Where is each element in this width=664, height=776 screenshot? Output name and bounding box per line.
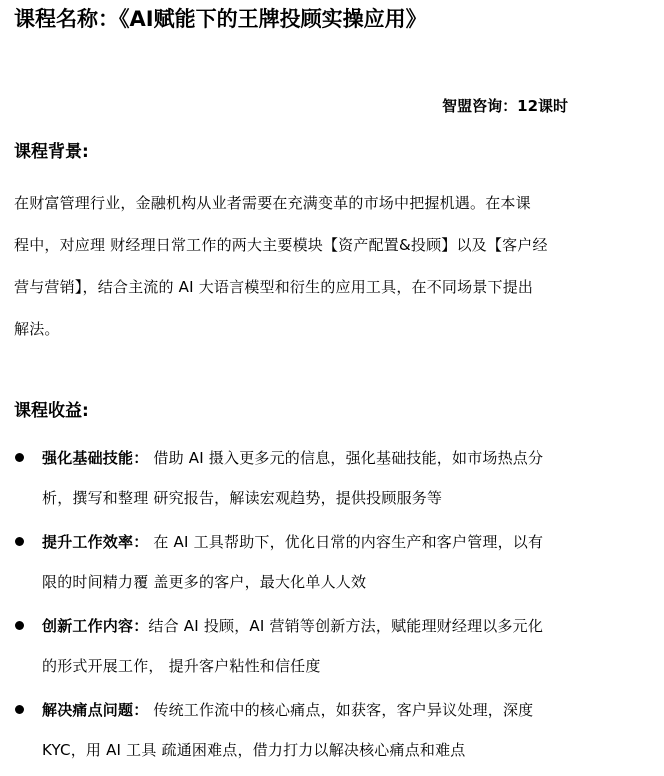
background-line: 营与营销】，结合主流的 AI 大语言模型和衍生的应用工具，在不同场景下提出: [14, 278, 534, 296]
benefits-heading: 课程收益:: [14, 401, 89, 421]
course-title: 课程名称：《AI赋能下的王牌投顾实操应用》: [14, 7, 427, 31]
benefit-line: 析，撰写和整理 研究报告，解读宏观趋势，提供投顾服务等: [42, 489, 443, 507]
background-line: 在财富管理行业，金融机构从业者需要在充满变革的市场中把握机遇。在本课: [14, 194, 531, 212]
benefit-label: 创新工作内容：: [42, 617, 149, 635]
background-heading: 课程背景:: [14, 142, 89, 162]
benefit-item-basic-skills: [0, 438, 664, 522]
benefit-label: 提升工作效率：: [42, 533, 149, 551]
background-line: 解法。: [14, 320, 60, 338]
bullet-icon: [15, 537, 24, 546]
benefit-line: [42, 522, 664, 562]
bullet-icon: [15, 705, 24, 714]
benefit-line: 限的时间精力覆 盖更多的客户，最大化单人人效: [42, 573, 367, 591]
bullet-icon: [15, 621, 24, 630]
benefit-label: 强化基础技能：: [42, 449, 149, 467]
benefit-line: [42, 438, 664, 478]
benefit-text: 结合 AI 投顾，AI 营销等创新方法，赋能理财经理以多元化: [148, 617, 544, 635]
benefit-text: 借助 AI 摄入更多元的信息，强化基础技能，如市场热点分: [148, 449, 544, 467]
benefit-item-efficiency: [0, 522, 664, 606]
background-line: 程中，对应理 财经理日常工作的两大主要模块【资产配置&投顾】以及【客户经: [14, 236, 548, 254]
benefit-text: 传统工作流中的核心痛点，如获客，客户异议处理，深度: [148, 701, 534, 719]
bullet-icon: [15, 453, 24, 462]
benefit-line: KYC，用 AI 工具 疏通困难点，借力打力以解决核心痛点和难点: [42, 741, 466, 759]
benefit-item-pain-points: [0, 690, 664, 774]
benefits-list: [0, 438, 664, 774]
benefit-label: 解决痛点问题：: [42, 701, 149, 719]
benefit-line: [42, 606, 664, 646]
background-paragraph: [14, 182, 574, 350]
benefit-text: 在 AI 工具帮助下，优化日常的内容生产和客户管理，以有: [148, 533, 544, 551]
benefit-item-innovation: [0, 606, 664, 690]
benefit-line: 的形式开展工作， 提升客户粘性和信任度: [42, 657, 321, 675]
benefit-line: [42, 690, 664, 730]
course-provider-hours: 智盟咨询：12课时: [442, 97, 568, 115]
